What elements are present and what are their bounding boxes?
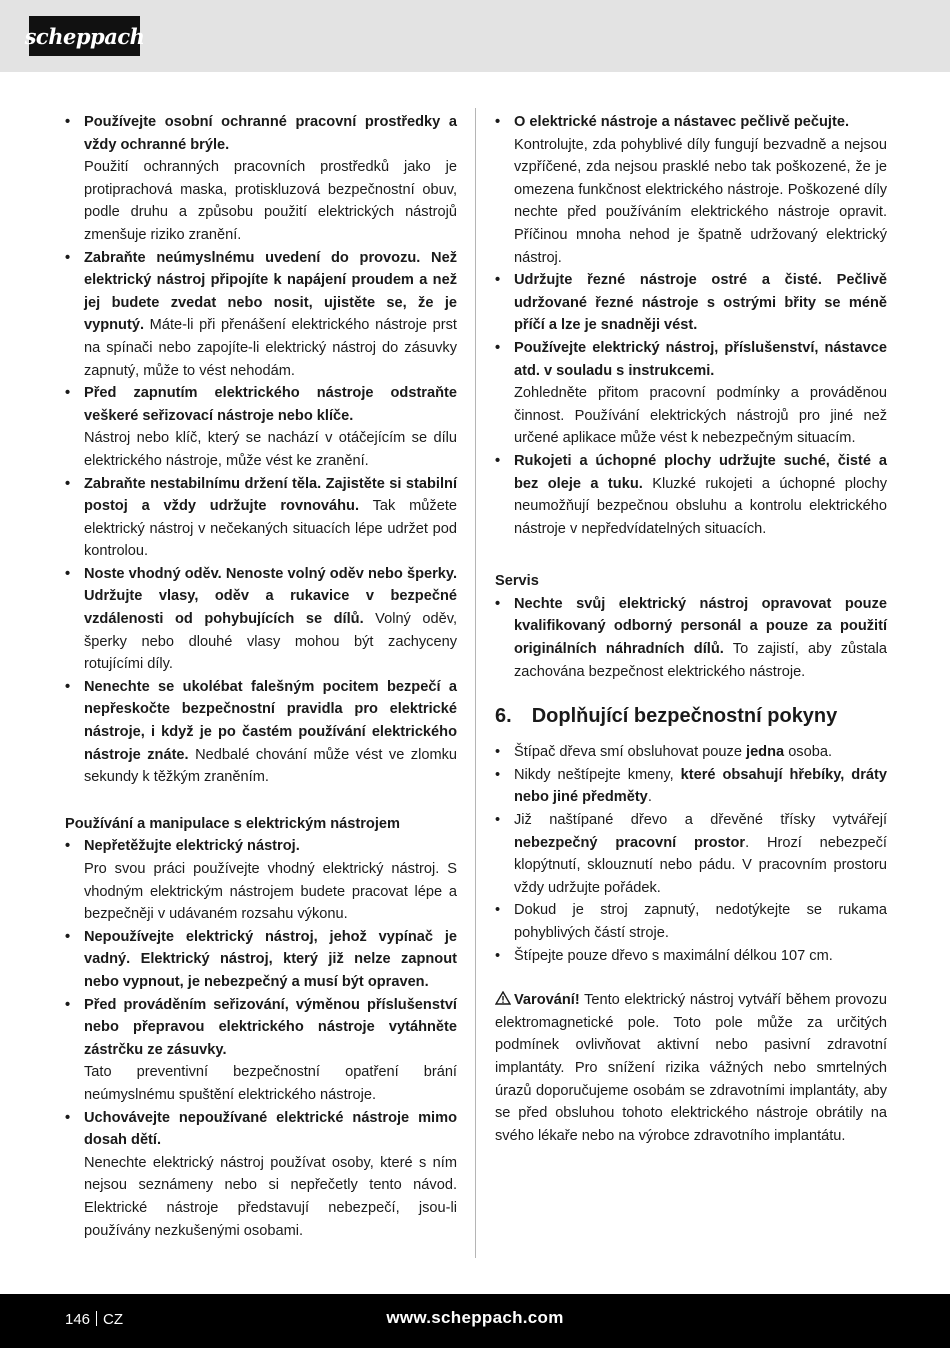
additional-safety-list	[495, 741, 887, 967]
list-item: • Zabraňte nestabilnímu držení těla. Zajistěte si stabilní postoj a vždy udržujte rovnováhu. Tak můžete elektrický nástroj v nečekaných situacích lépe udržet pod kontrolou.	[65, 473, 457, 563]
list-item: • Štípejte pouze dřevo s maximální délkou 107 cm.	[495, 945, 887, 968]
warning-triangle-icon	[495, 991, 511, 1005]
left-column	[65, 111, 457, 1242]
list-item: • Štípač dřeva smí obsluhovat pouze jedna osoba.	[495, 741, 887, 764]
safety-list-service	[495, 593, 887, 683]
safety-list-tool-use	[65, 835, 457, 1242]
list-item: • Již naštípané dřevo a dřevěné třísky vytvářejí nebezpečný pracovní prostor. Hrozí nebezpečí klopýtnutí, sklouznutí nebo pádu. V pracovním prostoru vždy udržujte pořádek.	[495, 809, 887, 899]
warning-paragraph	[495, 989, 887, 1147]
section-number: 6.	[495, 705, 512, 728]
section-heading	[495, 703, 887, 729]
list-item: • Noste vhodný oděv. Nenoste volný oděv nebo šperky. Udržujte vlasy, oděv a rukavice v bezpečné vzdálenosti od pohybujících se dílů. Volný oděv, šperky nebo dlouhé vlasy mohou být zachyceny rotujícími díly.	[65, 563, 457, 676]
warning-label: Varování!	[514, 992, 580, 1009]
website-url: www.scheppach.com	[386, 1308, 564, 1327]
scheppach-logo: scheppach	[29, 16, 140, 56]
safety-list-personal	[65, 111, 457, 789]
list-item: • Rukojeti a úchopné plochy udržujte suché, čisté a bez oleje a tuku. Kluzké rukojeti a úchopné plochy neumožňují bezpečnou obsluhu a kontrolu elektrického nástroje v nepředvídatelných situacích.	[495, 450, 887, 540]
list-item: • Nikdy neštípejte kmeny, které obsahují hřebíky, dráty nebo jiné předměty.	[495, 764, 887, 809]
list-item: • Uchovávejte nepoužívané elektrické nástroje mimo dosah dětí. Nenechte elektrický nástroj používat osoby, které s ním nejsou seznámeny nebo si nepřečetly tento návod. Elektrické nástroje představují nebezpečí, jsou-li používány nezkušenými osobami.	[65, 1107, 457, 1243]
footer-bar	[0, 1294, 950, 1348]
list-item: • Nenechte se ukolébat falešným pocitem bezpečí a nepřeskočte bezpečnostní pravidla pro elektrické nástroje, i když je po častém používání elektrického nástroje znáte. Nedbalé chování může vést ve zlomku sekundy k těžkým zraněním.	[65, 676, 457, 789]
list-item: • Používejte elektrický nástroj, příslušenství, nástavce atd. v souladu s instrukcemi. Zohledněte přitom pracovní podmínky a prováděnou činnost. Používání elektrických nástrojů pro jiné než určené aplikace může vést k nebezpečným situacím.	[495, 337, 887, 450]
list-item: • Nechte svůj elektrický nástroj opravovat pouze kvalifikovaný odborný personál a pouze za použití originálních náhradních dílů. To zajistí, aby zůstala zachována bezpečnost elektrického nástroje.	[495, 593, 887, 683]
list-item: • O elektrické nástroje a nástavec pečlivě pečujte. Kontrolujte, zda pohyblivé díly fungují bezvadně a nejsou vzpříčené, zda nejsou prasklé nebo tak poškozené, že je omezena funkčnost elektrického nástroje. Poškozené díly nechte před používáním elektrického nástroje opravit. Příčinou mnoha nehod je špatně udržovaný elektrický nástroj.	[495, 111, 887, 269]
column-divider	[475, 108, 476, 1258]
list-item: • Před zapnutím elektrického nástroje odstraňte veškeré seřizovací nástroje nebo klíče. Nástroj nebo klíč, který se nachází v otáčejícím se dílu elektrického nástroje, může vést ke zranění.	[65, 382, 457, 472]
right-column	[495, 111, 887, 1147]
safety-list-care	[495, 111, 887, 540]
subheading-service: Servis	[495, 573, 539, 590]
list-item: • Zabraňte neúmyslnému uvedení do provozu. Než elektrický nástroj připojíte k napájení proudem a než jej budete zvedat nebo nosit, ujistěte se, že je vypnutý. Máte-li při přenášení elektrického nástroje prst na spínači nebo zapojíte-li elektrický nástroj do zásuvky zapnutý, může to vést nehodám.	[65, 247, 457, 383]
section-title: Doplňující bezpečnostní pokyny	[531, 705, 838, 728]
list-item: • Před prováděním seřizování, výměnou příslušenství nebo přepravou elektrického nástroje vytáhněte zástrčku ze zásuvky. Tato preventivní bezpečnostní opatření brání neúmyslnému spuštění elektrického nástroje.	[65, 994, 457, 1107]
list-item: • Nepoužívejte elektrický nástroj, jehož vypínač je vadný. Elektrický nástroj, který již nelze zapnout nebo vypnout, je nebezpečný a musí být opraven.	[65, 926, 457, 994]
header-bar	[0, 0, 950, 72]
list-item: • Používejte osobní ochranné pracovní prostředky a vždy ochranné brýle. Použití ochranných pracovních prostředků jako je protiprachová maska, protiskluzová bezpečnostní obuv, podle druhu a způsobu použití elektrických nástrojů zmenšuje riziko zranění.	[65, 111, 457, 247]
list-item: • Dokud je stroj zapnutý, nedotýkejte se rukama pohyblivých částí stroje.	[495, 899, 887, 944]
warning-text: Tento elektrický nástroj vytváří během provozu elektromagnetické pole. Toto pole může za určitých podmínek ovlivňovat aktivní nebo pasivní zdravotní implantáty. Pro snížení rizika vážných nebo smrtelných úrazů doporučujeme osobám se zdravotními implantáty, aby se před obsluhou tohoto elektrického nástroje obrátily na svého lékaře nebo na výrobce zdravotního implantátu.	[495, 992, 887, 1144]
page-number: 146	[65, 1311, 91, 1328]
subheading-tool-use: Používání a manipulace s elektrickým nástrojem	[65, 815, 400, 832]
language-code: CZ	[103, 1311, 124, 1328]
list-item: • Nepřetěžujte elektrický nástroj. Pro svou práci používejte vhodný elektrický nástroj. S vhodným elektrickým nástrojem budete pracovat lépe a bezpečněji v udávaném rozsahu výkonu.	[65, 835, 457, 925]
list-item: • Udržujte řezné nástroje ostré a čisté. Pečlivě udržované řezné nástroje s ostrými břity se méně příčí a lze je snadněji vést.	[495, 269, 887, 337]
